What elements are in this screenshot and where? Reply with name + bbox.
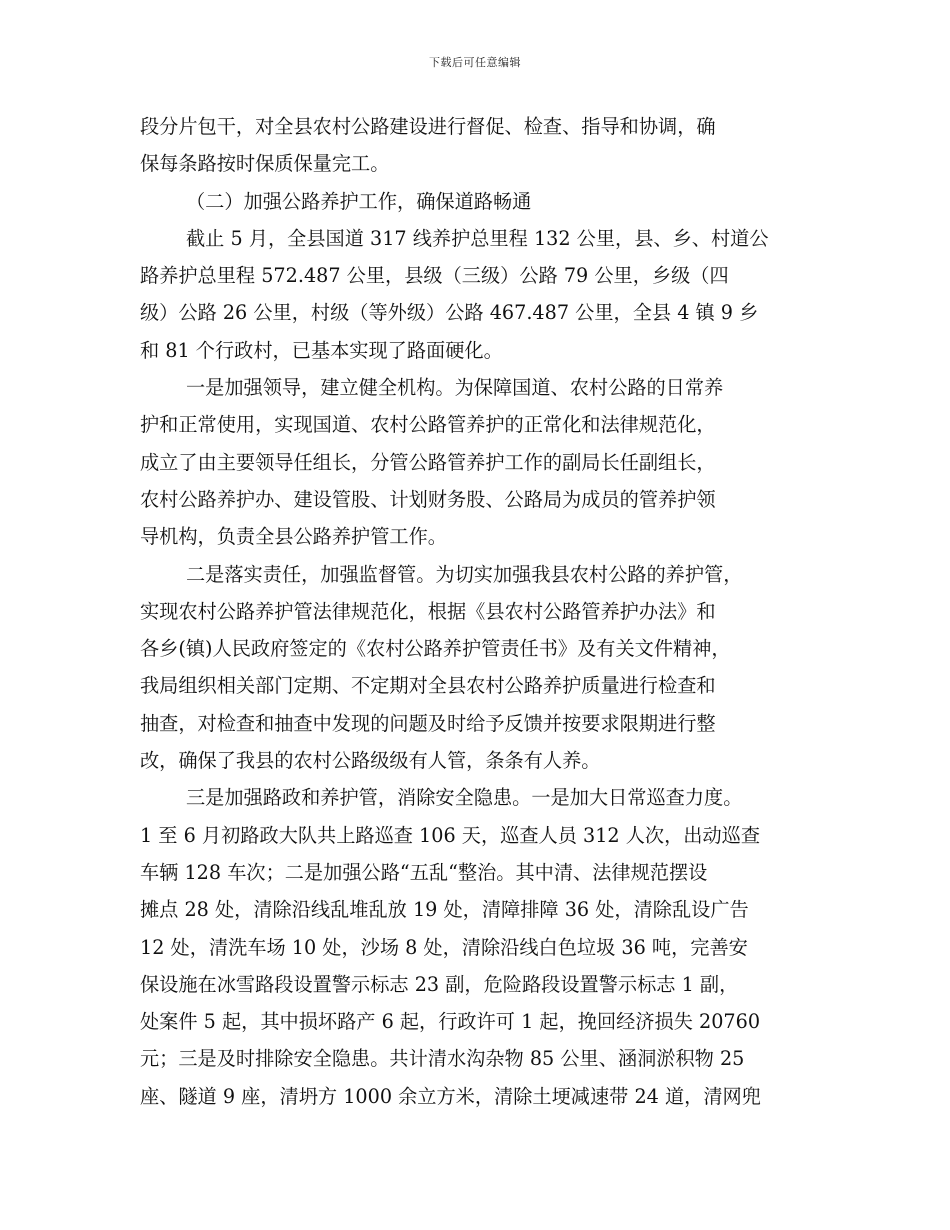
page-header: 下载后可任意编辑 xyxy=(429,56,521,69)
text-line: 保设施在冰雪路段设置警示标志 23 副，危险路段设置警示标志 1 副， xyxy=(140,972,739,996)
text-line: 级）公路 26 公里，村级（等外级）公路 467.487 公里，全县 4 镇 9 乡 xyxy=(140,301,759,325)
text-line: 和 81 个行政村，已基本实现了路面硬化。 xyxy=(140,338,503,362)
text-line: 护和正常使用，实现国道、农村公路管养护的正常化和法律规范化， xyxy=(140,413,716,437)
text-line: 处案件 5 起，其中损坏路产 6 起，行政许可 1 起，挽回经济损失 20760 xyxy=(140,1010,761,1034)
text-line: 改，确保了我县的农村公路级级有人管，条条有人养。 xyxy=(140,749,601,773)
text-line: 车辆 128 车次；二是加强公路“五乱“整治。其中清、法律规范摆设 xyxy=(140,860,708,884)
document-body xyxy=(140,108,810,1115)
text-line: 段分片包干，对全县农村公路建设进行督促、检查、指导和协调，确 xyxy=(140,115,716,138)
text-line: 12 处，清洗车场 10 处，沙场 8 处，清除沿线白色垃圾 36 吨，完善安 xyxy=(140,935,748,959)
text-line: 农村公路养护办、建设管股、计划财务股、公路局为成员的管养护领 xyxy=(140,487,716,511)
text-line: 元；三是及时排除安全隐患。共计清水沟杂物 85 公里、涵洞淤积物 25 xyxy=(140,1047,745,1071)
text-line: 1 至 6 月初路政大队共上路巡查 106 天，巡查人员 312 人次，出动巡查 xyxy=(140,823,761,847)
text-line: 摊点 28 处，清除沿线乱堆乱放 19 处，清障排障 36 处，清除乱设广告 xyxy=(140,898,749,922)
text-line: 导机构，负责全县公路养护管工作。 xyxy=(140,525,447,549)
text-line: 我局组织相关部门定期、不定期对全县农村公路养护质量进行检查和 xyxy=(140,674,716,698)
text-line: 抽查，对检查和抽查中发现的问题及时给予反馈并按要求限期进行整 xyxy=(140,711,716,735)
text-line: 三是加强路政和养护管，消除安全隐患。一是加大日常巡查力度。 xyxy=(186,786,743,810)
text-line: 实现农村公路养护管法律规范化，根据《县农村公路管养护办法》和 xyxy=(140,599,716,623)
text-line: （二）加强公路养护工作，确保道路畅通 xyxy=(186,189,532,213)
text-line: 一是加强领导，建立健全机构。为保障国道、农村公路的日常养 xyxy=(186,376,724,400)
text-line: 座、隧道 9 座，清坍方 1000 余立方米，清除土埂减速带 24 道，清网兜 xyxy=(140,1084,761,1108)
text-line: 截止 5 月，全县国道 317 线养护总里程 132 公里，县、乡、村道公 xyxy=(186,226,769,250)
text-line: 各乡(镇)人民政府签定的《农村公路养护管责任书》及有关文件精神， xyxy=(140,637,731,661)
text-line: 二是落实责任，加强监督管。为切实加强我县农村公路的养护管， xyxy=(186,562,743,586)
text-line: 成立了由主要领导任组长，分管公路管养护工作的副局长任副组长， xyxy=(140,450,716,474)
text-line: 路养护总里程 572.487 公里，县级（三级）公路 79 公里，乡级（四 xyxy=(140,264,729,288)
text-line: 保每条路按时保质保量完工。 xyxy=(140,152,390,176)
